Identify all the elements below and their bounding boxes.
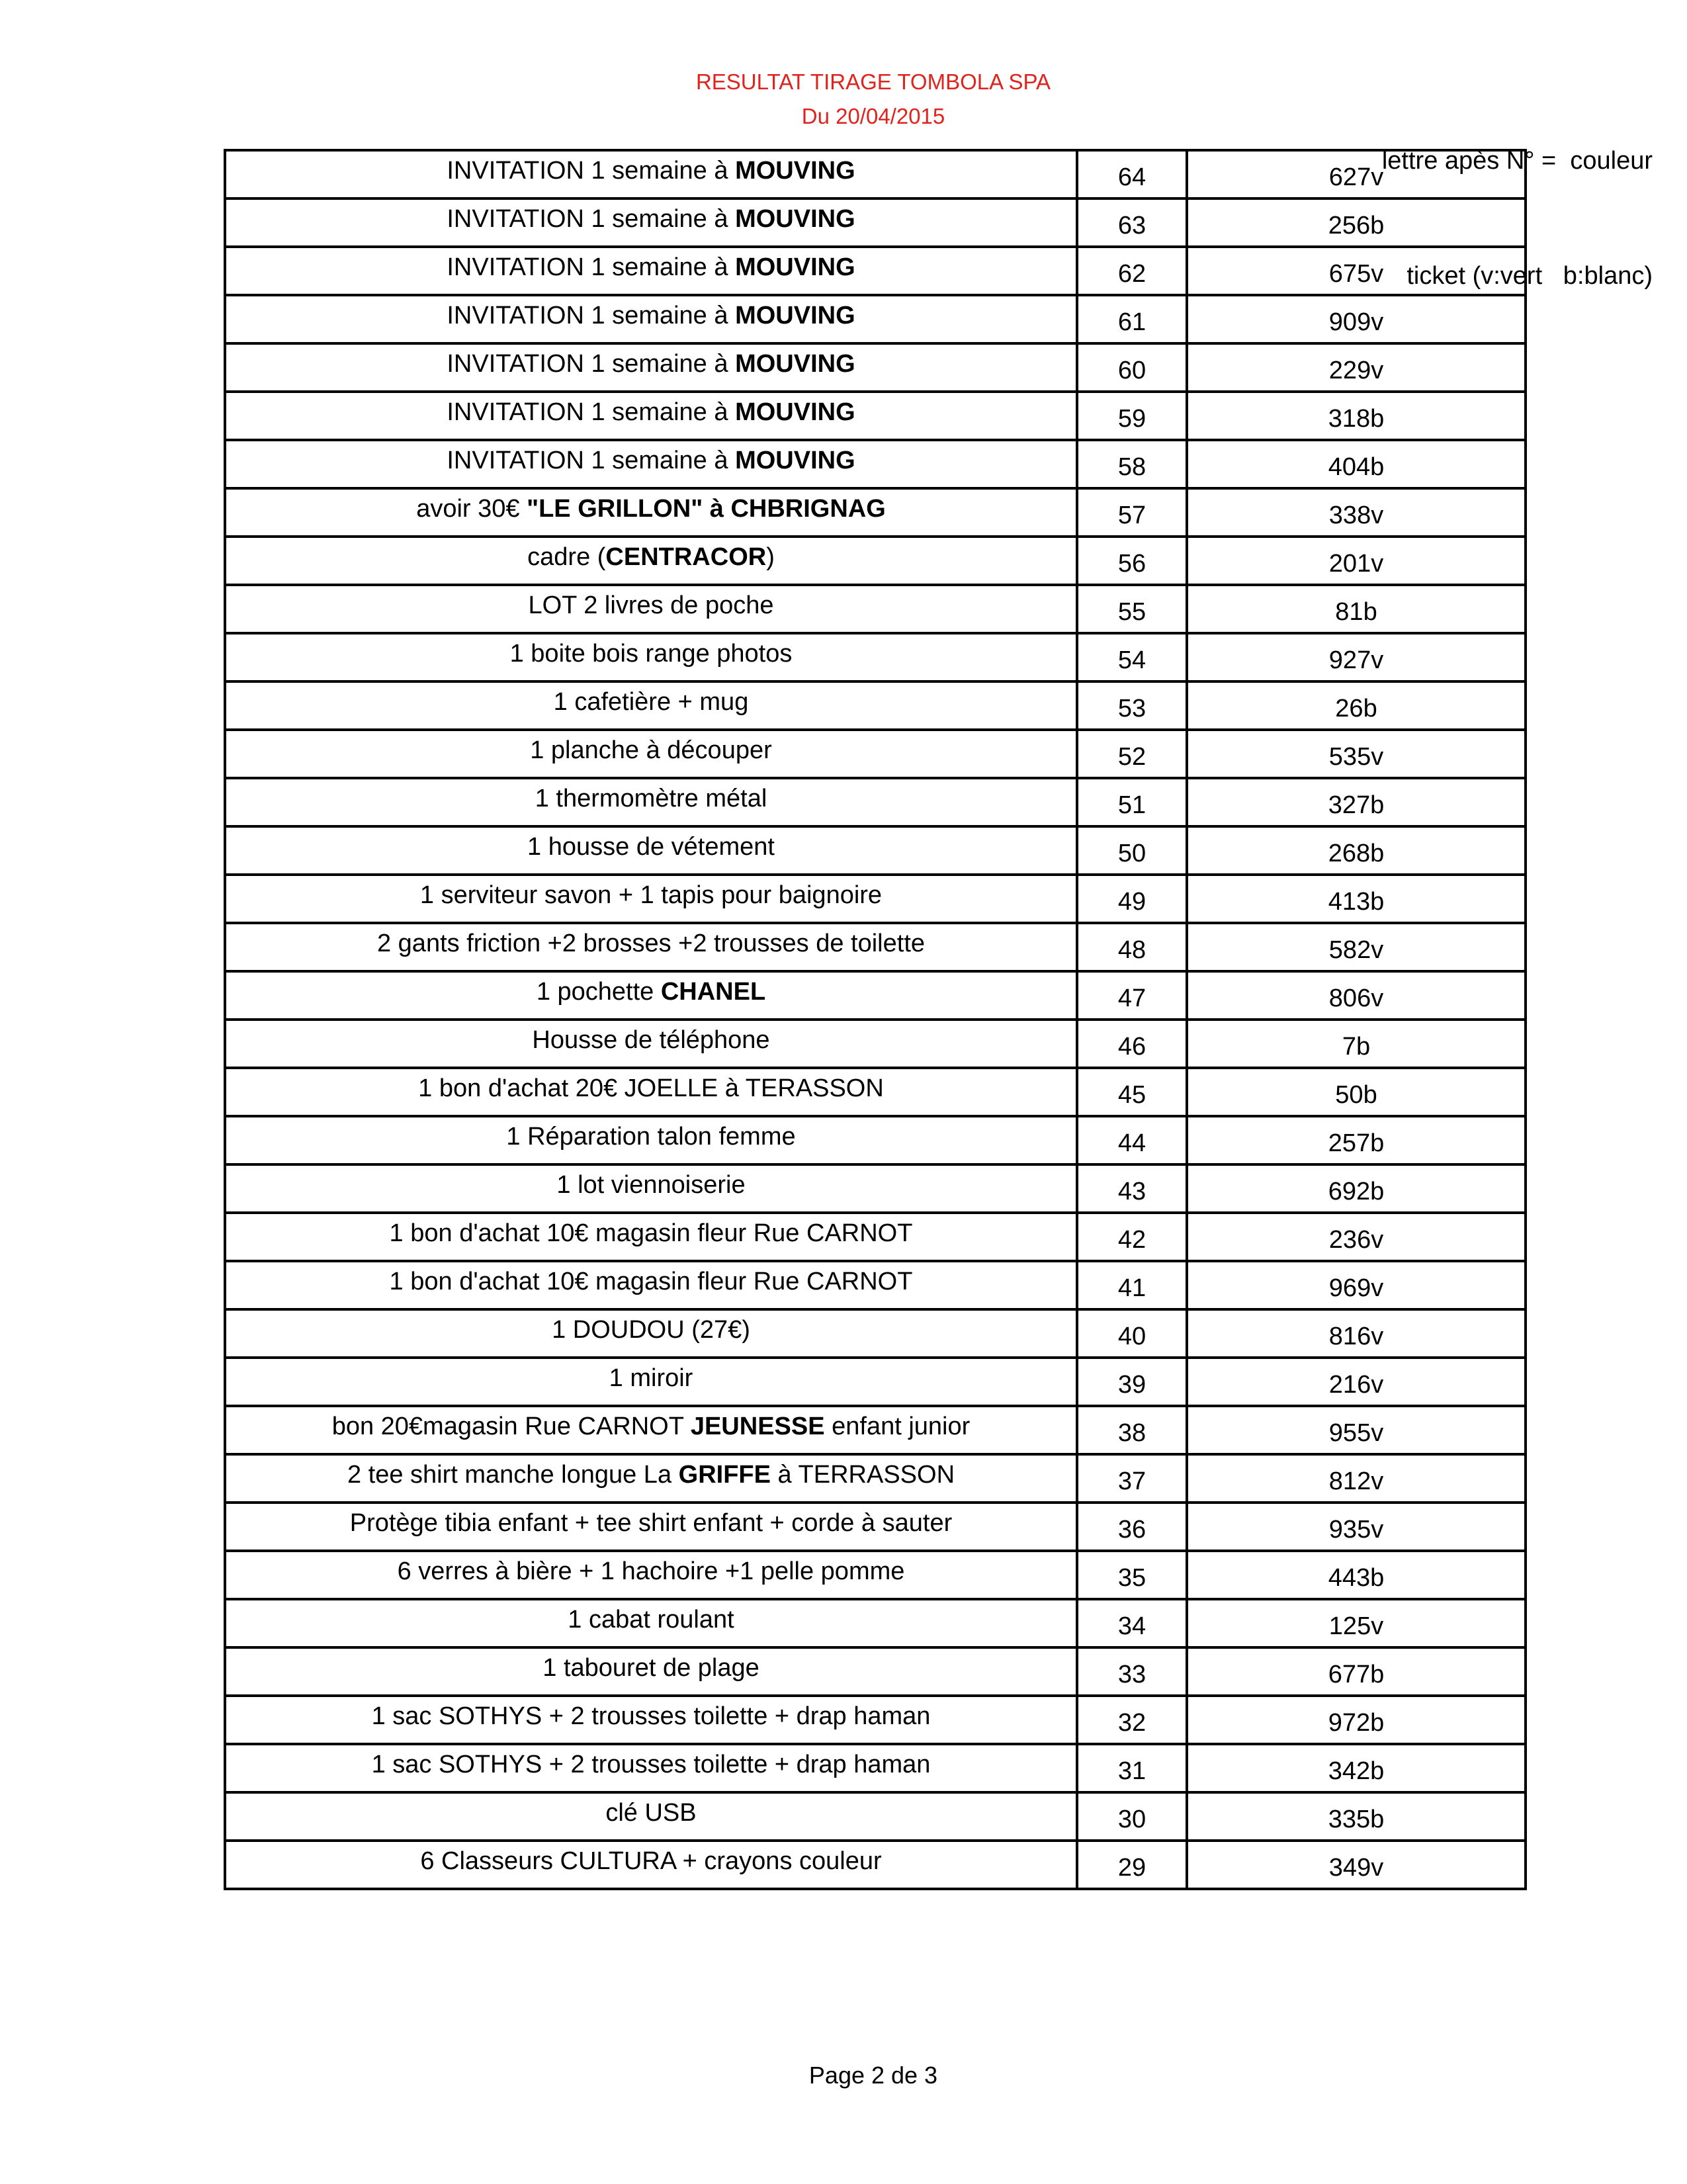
- prize-text: Housse de téléphone: [532, 1026, 770, 1054]
- table-row: [225, 392, 1526, 440]
- prize-text: 1 tabouret de plage: [542, 1654, 759, 1682]
- prize-description: [447, 205, 855, 233]
- prize-cell: [225, 537, 1077, 585]
- prize-number: 50: [1077, 826, 1187, 875]
- winning-ticket: 201v: [1187, 537, 1526, 585]
- prize-description: [568, 1606, 734, 1634]
- legend-line-2: ticket (v:vert b:blanc): [1406, 262, 1653, 290]
- winning-ticket: 338v: [1187, 488, 1526, 537]
- table-row: [225, 295, 1526, 343]
- prize-text: 1 planche à découper: [530, 736, 772, 764]
- prize-description: [506, 1123, 795, 1151]
- winning-ticket: 806v: [1187, 971, 1526, 1020]
- prize-text: INVITATION 1 semaine à: [447, 350, 736, 378]
- prize-number: 61: [1077, 295, 1187, 343]
- prize-description: [609, 1364, 693, 1392]
- winning-ticket: 582v: [1187, 923, 1526, 971]
- prize-cell: [225, 343, 1077, 392]
- prize-text: INVITATION 1 semaine à: [447, 253, 736, 281]
- prize-number: 29: [1077, 1841, 1187, 1889]
- table-row: [225, 1792, 1526, 1841]
- prize-text: bon 20€magasin Rue CARNOT: [331, 1413, 691, 1440]
- prize-text: enfant junior: [824, 1413, 971, 1440]
- table-row: [225, 198, 1526, 247]
- prize-cell: [225, 1406, 1077, 1454]
- prize-description: [554, 688, 749, 716]
- winning-ticket: 413b: [1187, 875, 1526, 923]
- prize-text: cadre (: [527, 543, 606, 571]
- prize-cell: [225, 730, 1077, 778]
- table-row: [225, 247, 1526, 295]
- prize-text: LOT 2 livres de poche: [528, 591, 774, 619]
- prize-text: 1 boite bois range photos: [509, 640, 793, 668]
- prize-number: 54: [1077, 633, 1187, 681]
- prize-description: [556, 1171, 745, 1199]
- prize-number: 30: [1077, 1792, 1187, 1841]
- prize-description: [447, 253, 855, 281]
- table-row: [225, 1020, 1526, 1068]
- prize-cell: [225, 875, 1077, 923]
- table-row: [225, 1841, 1526, 1889]
- prize-description: [420, 1847, 881, 1875]
- prize-description: [537, 978, 765, 1006]
- prize-text: 1 housse de vétement: [527, 833, 775, 861]
- prize-brand: MOUVING: [735, 205, 855, 233]
- prize-text: 1 bon d'achat 10€ magasin fleur Rue CARNOT: [389, 1219, 913, 1247]
- prize-text: 1 thermomètre métal: [535, 785, 767, 812]
- prize-cell: [225, 633, 1077, 681]
- prize-number: 39: [1077, 1358, 1187, 1406]
- prize-description: [377, 930, 925, 957]
- prize-brand: JEUNESSE: [690, 1413, 825, 1440]
- table-row: [225, 730, 1526, 778]
- prize-cell: [225, 1551, 1077, 1599]
- prize-number: 51: [1077, 778, 1187, 826]
- winning-ticket: 335b: [1187, 1792, 1526, 1841]
- winning-ticket: 7b: [1187, 1020, 1526, 1068]
- prize-number: 34: [1077, 1599, 1187, 1647]
- table-row: [225, 923, 1526, 971]
- prize-description: [390, 1268, 913, 1295]
- table-row: [225, 1358, 1526, 1406]
- prize-number: 59: [1077, 392, 1187, 440]
- table-row: [225, 1696, 1526, 1744]
- table-row: [225, 633, 1526, 681]
- winning-ticket: 972b: [1187, 1696, 1526, 1744]
- prize-cell: [225, 1792, 1077, 1841]
- prize-cell: [225, 923, 1077, 971]
- prize-number: 41: [1077, 1261, 1187, 1309]
- prize-number: 57: [1077, 488, 1187, 537]
- prize-cell: [225, 295, 1077, 343]
- prize-cell: [225, 1116, 1077, 1164]
- winning-ticket: 443b: [1187, 1551, 1526, 1599]
- table-row: [225, 971, 1526, 1020]
- prize-text: 1 miroir: [609, 1364, 693, 1392]
- prize-description: [390, 1219, 913, 1247]
- prize-description: [542, 1654, 759, 1682]
- prize-cell: [225, 1068, 1077, 1116]
- winning-ticket: 318b: [1187, 392, 1526, 440]
- table-row: [225, 150, 1526, 198]
- results-table-body: [225, 150, 1526, 1889]
- prize-number: 60: [1077, 343, 1187, 392]
- results-table: [224, 149, 1527, 1890]
- prize-description: [527, 833, 775, 861]
- prize-cell: [225, 488, 1077, 537]
- winning-ticket: 816v: [1187, 1309, 1526, 1358]
- prize-cell: [225, 198, 1077, 247]
- prize-description: [447, 350, 855, 378]
- prize-number: 47: [1077, 971, 1187, 1020]
- winning-ticket: 404b: [1187, 440, 1526, 488]
- prize-number: 38: [1077, 1406, 1187, 1454]
- legend-line-1: lettre apès N° = couleur: [1381, 147, 1653, 175]
- prize-cell: [225, 440, 1077, 488]
- prize-text: 1 DOUDOU (27€): [552, 1316, 750, 1344]
- winning-ticket: 342b: [1187, 1744, 1526, 1792]
- table-row: [225, 440, 1526, 488]
- prize-number: 43: [1077, 1164, 1187, 1213]
- prize-brand: MOUVING: [735, 447, 855, 474]
- winning-ticket: 216v: [1187, 1358, 1526, 1406]
- winning-ticket: 81b: [1187, 585, 1526, 633]
- prize-cell: [225, 1164, 1077, 1213]
- prize-number: 33: [1077, 1647, 1187, 1696]
- prize-description: [372, 1751, 931, 1778]
- winning-ticket: 268b: [1187, 826, 1526, 875]
- winning-ticket: 955v: [1187, 1406, 1526, 1454]
- prize-description: [447, 302, 855, 329]
- prize-text: 2 tee shirt manche longue La: [347, 1461, 679, 1489]
- prize-cell: [225, 585, 1077, 633]
- winning-ticket: 677b: [1187, 1647, 1526, 1696]
- prize-number: 37: [1077, 1454, 1187, 1503]
- winning-ticket: 236v: [1187, 1213, 1526, 1261]
- prize-cell: [225, 1309, 1077, 1358]
- prize-text: 1 bon d'achat 20€ JOELLE à TERASSON: [418, 1074, 884, 1102]
- winning-ticket: 26b: [1187, 681, 1526, 730]
- prize-number: 52: [1077, 730, 1187, 778]
- table-row: [225, 1551, 1526, 1599]
- prize-description: [347, 1461, 955, 1489]
- prize-cell: [225, 150, 1077, 198]
- prize-description: [532, 1026, 769, 1054]
- winning-ticket: 812v: [1187, 1454, 1526, 1503]
- prize-text: clé USB: [605, 1799, 697, 1827]
- table-row: [225, 1503, 1526, 1551]
- prize-cell: [225, 247, 1077, 295]
- prize-number: 35: [1077, 1551, 1187, 1599]
- prize-text: INVITATION 1 semaine à: [447, 205, 736, 233]
- prize-text: 1 sac SOTHYS + 2 trousses toilette + drap haman: [371, 1751, 931, 1778]
- winning-ticket: 125v: [1187, 1599, 1526, 1647]
- page-number: Page 2 de 3: [808, 2062, 938, 2089]
- prize-text: INVITATION 1 semaine à: [447, 447, 736, 474]
- prize-description: [552, 1316, 750, 1344]
- table-row: [225, 681, 1526, 730]
- prize-brand: CHANEL: [660, 978, 766, 1006]
- prize-cell: [225, 1213, 1077, 1261]
- prize-text: avoir 30€: [416, 495, 527, 523]
- prize-text: 2 gants friction +2 brosses +2 trousses de toilette: [376, 930, 926, 957]
- prize-text: 6 verres à bière + 1 hachoire +1 pelle pomme: [397, 1557, 905, 1585]
- table-row: [225, 1454, 1526, 1503]
- winning-ticket: 675v: [1187, 247, 1526, 295]
- winning-ticket: 969v: [1187, 1261, 1526, 1309]
- prize-description: [447, 157, 855, 185]
- table-row: [225, 1599, 1526, 1647]
- prize-number: 36: [1077, 1503, 1187, 1551]
- prize-cell: [225, 971, 1077, 1020]
- prize-text: INVITATION 1 semaine à: [447, 157, 736, 185]
- prize-text: 1 Réparation talon femme: [506, 1123, 796, 1151]
- winning-ticket: 257b: [1187, 1116, 1526, 1164]
- winning-ticket: 535v: [1187, 730, 1526, 778]
- prize-text: 1 pochette: [536, 978, 661, 1006]
- prize-number: 55: [1077, 585, 1187, 633]
- table-row: [225, 1406, 1526, 1454]
- prize-number: 53: [1077, 681, 1187, 730]
- prize-text: 1 bon d'achat 10€ magasin fleur Rue CARNOT: [389, 1268, 913, 1295]
- winning-ticket: 229v: [1187, 343, 1526, 392]
- prize-cell: [225, 392, 1077, 440]
- prize-cell: [225, 1020, 1077, 1068]
- winning-ticket: 927v: [1187, 633, 1526, 681]
- winning-ticket: 256b: [1187, 198, 1526, 247]
- prize-text: 1 serviteur savon + 1 tapis pour baignoire: [419, 881, 883, 909]
- table-row: [225, 1116, 1526, 1164]
- prize-number: 46: [1077, 1020, 1187, 1068]
- table-row: [225, 1068, 1526, 1116]
- prize-cell: [225, 1696, 1077, 1744]
- table-row: [225, 1309, 1526, 1358]
- winning-ticket: 692b: [1187, 1164, 1526, 1213]
- document-title: RESULTAT TIRAGE TOMBOLA SPA: [695, 69, 1051, 94]
- prize-text: 1 cafetière + mug: [553, 688, 749, 716]
- winning-ticket: 50b: [1187, 1068, 1526, 1116]
- prize-number: 44: [1077, 1116, 1187, 1164]
- prize-description: [530, 736, 772, 764]
- table-row: [225, 1647, 1526, 1696]
- prize-number: 32: [1077, 1696, 1187, 1744]
- prize-cell: [225, 1599, 1077, 1647]
- prize-brand: GRIFFE: [678, 1461, 771, 1489]
- prize-description: [420, 881, 882, 909]
- prize-number: 45: [1077, 1068, 1187, 1116]
- prize-text: Protège tibia enfant + tee shirt enfant + corde à sauter: [349, 1509, 953, 1537]
- prize-text: 1 lot viennoiserie: [556, 1171, 746, 1199]
- table-row: [225, 1213, 1526, 1261]
- prize-description: [350, 1509, 952, 1537]
- prize-cell: [225, 1841, 1077, 1889]
- prize-description: [447, 447, 855, 474]
- prize-cell: [225, 1454, 1077, 1503]
- prize-text: ): [766, 543, 775, 571]
- prize-cell: [225, 826, 1077, 875]
- prize-number: 58: [1077, 440, 1187, 488]
- prize-number: 62: [1077, 247, 1187, 295]
- table-row: [225, 778, 1526, 826]
- prize-text: 1 sac SOTHYS + 2 trousses toilette + drap haman: [371, 1702, 931, 1730]
- table-row: [225, 1164, 1526, 1213]
- prize-number: 49: [1077, 875, 1187, 923]
- prize-number: 63: [1077, 198, 1187, 247]
- prize-number: 64: [1077, 150, 1187, 198]
- winning-ticket: 627v: [1187, 150, 1526, 198]
- prize-number: 31: [1077, 1744, 1187, 1792]
- table-row: [225, 1744, 1526, 1792]
- prize-description: [416, 495, 886, 523]
- prize-cell: [225, 1358, 1077, 1406]
- prize-description: [372, 1702, 931, 1730]
- prize-brand: MOUVING: [735, 157, 855, 185]
- prize-description: [528, 591, 773, 619]
- prize-number: 48: [1077, 923, 1187, 971]
- prize-description: [332, 1413, 971, 1440]
- prize-description: [605, 1799, 696, 1827]
- winning-ticket: 349v: [1187, 1841, 1526, 1889]
- prize-brand: MOUVING: [735, 302, 855, 329]
- prize-text: INVITATION 1 semaine à: [447, 398, 736, 426]
- prize-description: [510, 640, 793, 668]
- prize-number: 56: [1077, 537, 1187, 585]
- prize-cell: [225, 1744, 1077, 1792]
- document-date: Du 20/04/2015: [801, 104, 945, 128]
- prize-brand: MOUVING: [735, 253, 855, 281]
- winning-ticket: 327b: [1187, 778, 1526, 826]
- prize-text: INVITATION 1 semaine à: [447, 302, 736, 329]
- prize-cell: [225, 778, 1077, 826]
- prize-text: à TERRASSON: [770, 1461, 955, 1489]
- winning-ticket: 909v: [1187, 295, 1526, 343]
- prize-brand: MOUVING: [735, 350, 855, 378]
- prize-description: [527, 543, 775, 571]
- prize-description: [447, 398, 855, 426]
- prize-brand: "LE GRILLON" à CHBRIGNAG: [527, 495, 886, 523]
- prize-cell: [225, 1503, 1077, 1551]
- prize-description: [418, 1074, 884, 1102]
- table-row: [225, 343, 1526, 392]
- prize-brand: MOUVING: [735, 398, 855, 426]
- table-row: [225, 537, 1526, 585]
- prize-cell: [225, 1647, 1077, 1696]
- prize-cell: [225, 1261, 1077, 1309]
- winning-ticket: 935v: [1187, 1503, 1526, 1551]
- table-row: [225, 585, 1526, 633]
- prize-text: 6 Classeurs CULTURA + crayons couleur: [420, 1847, 882, 1875]
- prize-number: 42: [1077, 1213, 1187, 1261]
- table-row: [225, 488, 1526, 537]
- table-row: [225, 875, 1526, 923]
- prize-brand: CENTRACOR: [605, 543, 767, 571]
- table-row: [225, 1261, 1526, 1309]
- prize-number: 40: [1077, 1309, 1187, 1358]
- prize-description: [535, 785, 767, 812]
- prize-description: [398, 1557, 905, 1585]
- prize-text: 1 cabat roulant: [568, 1606, 734, 1634]
- prize-cell: [225, 681, 1077, 730]
- table-row: [225, 826, 1526, 875]
